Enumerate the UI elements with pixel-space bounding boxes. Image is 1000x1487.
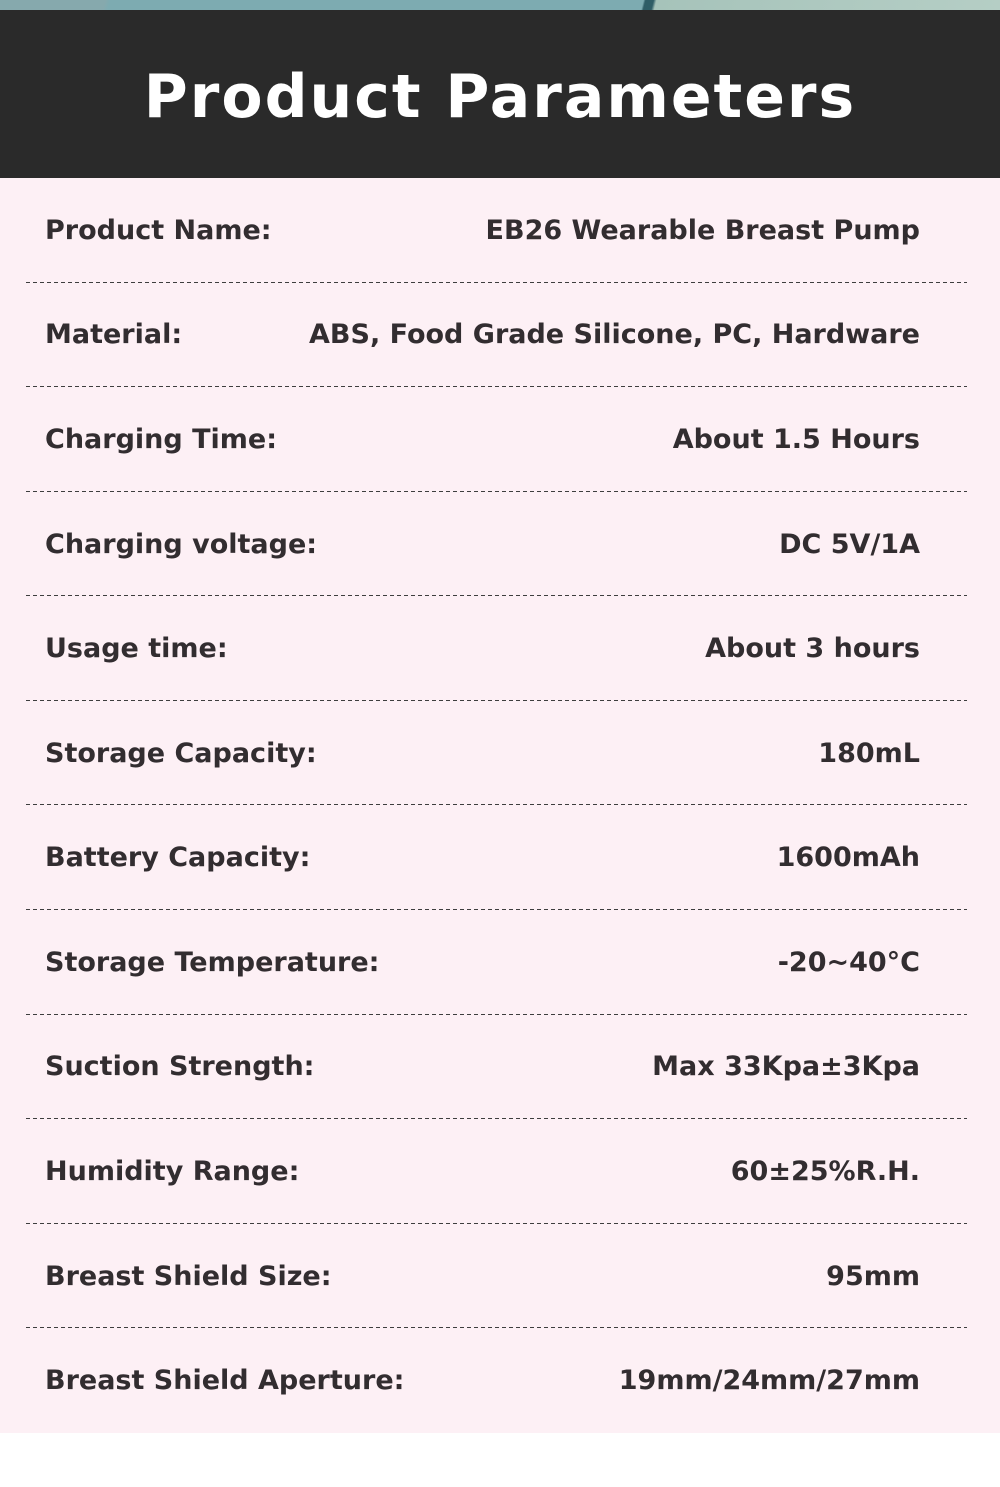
parameter-value: 60±25%R.H. — [730, 1155, 920, 1187]
parameter-label: Suction Strength: — [45, 1051, 315, 1083]
parameter-label: Charging voltage: — [45, 528, 318, 560]
table-row — [26, 1224, 967, 1329]
table-row — [26, 701, 967, 806]
parameter-value: DC 5V/1A — [779, 528, 920, 560]
parameter-label: Breast Shield Size: — [45, 1260, 332, 1292]
table-row — [26, 1119, 967, 1224]
table-row — [26, 492, 967, 597]
parameter-label: Usage time: — [45, 633, 228, 665]
table-row — [26, 178, 967, 283]
parameter-label: Battery Capacity: — [45, 842, 311, 874]
parameter-value: 180mL — [818, 737, 920, 769]
parameter-label: Storage Temperature: — [45, 946, 380, 978]
page-title: Product Parameters — [143, 62, 857, 132]
parameter-value: 95mm — [826, 1260, 920, 1292]
parameter-value: ABS, Food Grade Silicone, PC, Hardware — [309, 319, 920, 351]
parameter-value: 19mm/24mm/27mm — [618, 1365, 920, 1397]
parameter-value: -20~40°C — [777, 946, 920, 978]
parameter-value: About 1.5 Hours — [672, 423, 920, 455]
parameter-label: Storage Capacity: — [45, 737, 317, 769]
parameter-label: Charging Time: — [45, 423, 278, 455]
table-row — [26, 1328, 967, 1433]
parameter-value: Max 33Kpa±3Kpa — [652, 1051, 920, 1083]
table-row — [26, 596, 967, 701]
table-row — [26, 1015, 967, 1120]
parameters-table — [0, 178, 1000, 1433]
parameter-value: About 3 hours — [705, 633, 920, 665]
parameter-value: 1600mAh — [776, 842, 920, 874]
table-row — [26, 910, 967, 1015]
top-image-strip — [0, 0, 1000, 10]
table-row — [26, 387, 967, 492]
parameter-label: Humidity Range: — [45, 1155, 300, 1187]
parameter-label: Product Name: — [45, 214, 272, 246]
header-banner — [0, 10, 1000, 178]
table-row — [26, 805, 967, 910]
parameter-label: Material: — [45, 319, 183, 351]
table-row — [26, 283, 967, 388]
parameter-value: EB26 Wearable Breast Pump — [485, 214, 920, 246]
parameter-label: Breast Shield Aperture: — [45, 1365, 405, 1397]
